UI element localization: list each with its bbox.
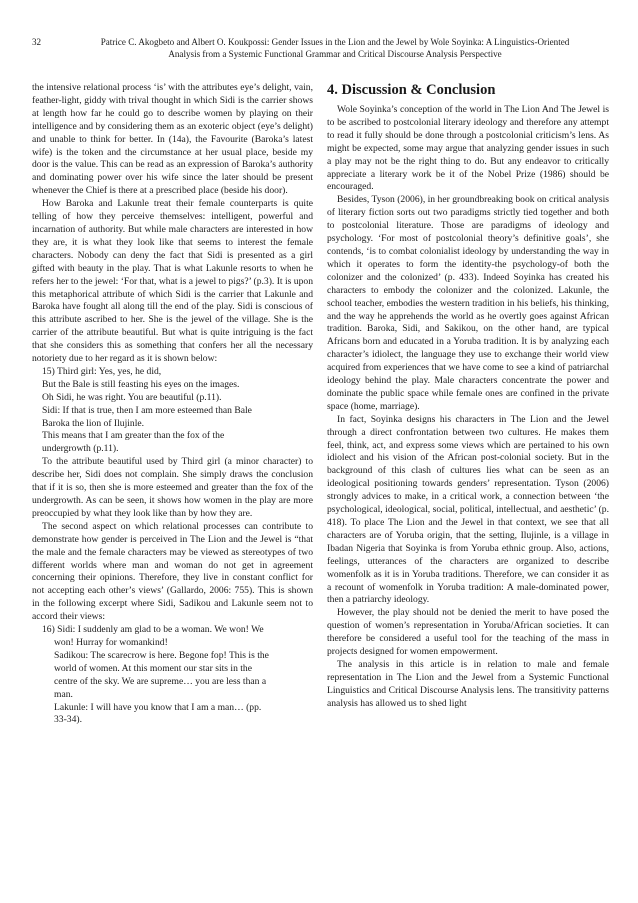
paragraph: To the attribute beautiful used by Third girl (a minor character) to describe her, Sidi does not complain. She simply draws the conclusion that if it is so, then she is more esteemed and greater than the fox of the undergrowth. As can be seen, it shows how women in the play are more preoccupied by what they look like than by how they are.	[32, 456, 313, 519]
paragraph: Wole Soyinka’s conception of the world in The Lion And The Jewel is to be ascribed to postcolonial literary ideology and therefore any attempt to read it fully should be done through a postcolonial criticism’s lens. As might be expected, some may argue that analyzing gender issues in such a play may not be the right thing to do. But any endeavor to critically appreciate a literary work be it of the Nobel Prize (1986) should be encouraged.	[327, 104, 609, 193]
paragraph: However, the play should not be denied the merit to have posed the question of women’s representation in Yoruba/African societies. It can therefore be considered a useful tool for the teaching of the mass in projects designed for women empowerment.	[327, 607, 609, 658]
example-line: Sadikou: The scarecrow is here. Begone fop! This is the	[54, 649, 269, 661]
example-line: Oh Sidi, he was right. You are beautiful (p.11).	[42, 391, 222, 403]
paragraph: The analysis in this article is in relation to male and female representation in The Lion and the Jewel from a Systemic Functional Linguistics and Critical Discourse Analysis lens. The transitivity patterns analysis has allowed us to shed light	[327, 658, 609, 709]
running-head-line-2: Analysis from a Systemic Functional Grammar and Critical Discourse Analysis Perspective	[168, 49, 502, 59]
example-line: Baroka the lion of Ilujinle.	[42, 417, 145, 429]
example-line: won! Hurray for womankind!	[54, 636, 168, 648]
right-column	[327, 82, 609, 711]
example-line: man.	[54, 688, 73, 700]
example-line: Lakunle: I will have you know that I am a man… (pp.	[54, 701, 262, 713]
example-line: undergrowth (p.11).	[42, 443, 119, 455]
paragraph: The second aspect on which relational processes can contribute to demonstrate how gender is perceived in The Lion and the Jewel is “that the male and the female characters may be viewed as stereotypes of two different worlds where man and woman do not get in agreement concerning their opinions. Therefore, they live in constant conflict for not accepting each other’s views’ (Gallardo, 2006: 755). This is shown in the following excerpt where Sidi, Sadikou and Lakunle seem not to accord their views:	[32, 520, 313, 623]
left-column	[32, 82, 313, 727]
example-line: But the Bale is still feasting his eyes on the images.	[42, 378, 240, 390]
paragraph: Besides, Tyson (2006), in her groundbreaking book on critical analysis of literary fiction sorts out two paradigms strictly tied together and both to postcolonial literature. Those are paradigms of ideology and psychology. ‘For most of postcolonial theory’s definitive goals’, she contends, ‘is to combat colonialist ideology by understanding the way in which it operates to form the identity-the psychology-of both the colonizer and the colonized’ (p. 433). Indeed Soyinka has created his characters to embody the colonizer and the colonized. Lakunle, the school teacher, embodies the western tradition in his beliefs, his thinking, and the way he apprehends the world as he overtly goes against African tradition. Baroka, Sidi, and Sakikou, on the other hand, are typical Africans born and educated in a Yoruba tradition. It is by analyzing each character’s idiolect, the language they use to exchange their world view acquired from experiences that we have come to see a kind of patriarchal ideology behind the play. Male characters concentrate the power and dominate the public space while female ones are confined in the private space (home, marriage).	[327, 194, 609, 412]
example-15	[42, 366, 313, 456]
page-number: 32	[32, 37, 42, 47]
example-line: 16) Sidi: I suddenly am glad to be a woman. We won! We	[42, 624, 264, 636]
example-line: world of women. At this moment our star sits in the	[54, 662, 252, 674]
example-line: Sidi: If that is true, then I am more esteemed than Bale	[42, 404, 252, 416]
example-line: This means that I am greater than the fox of the	[42, 430, 225, 442]
running-header	[32, 36, 608, 60]
example-16	[42, 624, 313, 727]
example-line: 15) Third girl: Yes, yes, he did,	[42, 365, 162, 377]
paragraph: In fact, Soyinka designs his characters in The Lion and the Jewel through a direct confrontation between two cultures. He makes them feel, think, act, and express some views which are pertained to his own idiolect and his vision of the African post-colonial society. But in the background of this clash of cultures lies what can be seen as an ideological positioning towards genders’ representation. Tyson (2006) strongly advices to make, in a critical work, a connection between ‘the psychological, ideological, social, political, intellectual, and aesthetic’ (p. 418). To place The Lion and the Jewel in that context, we see that all characters are of Yoruba origin, that the setting, Ilujinle, is a village in Ibadan Nigeria that Soyinka is from Yoruba ethnic group. Also, actions, feelings, utterances of the characters are organized to describe womenfolk as it is in Yoruba traditions. Therefore, we can consider it as a recount of womenfolk in Yoruba tradition: A male-dominated power, then a patriarchy ideology.	[327, 413, 609, 606]
example-line: 33-34).	[54, 714, 82, 726]
paragraph: the intensive relational process ‘is’ with the attributes eye’s delight, vain, feather-light, giddy with trival thought in which Sidi is the carrier shows at length how far he could go to describe women by playing on their intelligence and by considering them as an exoteric object (eye’s delight) and unable to think for better. In (14a), the Favourite (Baroka’s latest wife) is the token and the circumstance at her usual place, beside my door is the value. This can be read as an expression of Baroka’s authority and dominating power over his wife since the later should be present whenever the Chief is there at a prescribed place (beside his door).	[32, 82, 313, 197]
example-line: centre of the sky. We are supreme… you are less than a	[54, 675, 267, 687]
running-head-line-1: Patrice C. Akogbeto and Albert O. Koukpossi: Gender Issues in the Lion and the Jewel by Wole Soyinka: A Linguistics-Oriented	[100, 37, 570, 47]
paragraph: How Baroka and Lakunle treat their female counterparts is quite telling of how they perceive themselves: intelligent, powerful and incarnation of authority. But while male characters are interested in how they are, it is what they look like that seems to interest the female characters. Nobody can deny the fact that Sidi is presented as a girl gifted with beauty in the play. That is what Lakunle resorts to when he refers her to the jewel: ‘For that, what is a jewel to pigs?’ (p.3). It is upon this metaphorical attribute of which Sidi is the carrier that Lakunle and Baroka have fought all along till the end of the play. Sidi is conscious of this attribute ascribed to her. She is the jewel of the village. She is the carrier of the attribute beautiful. But what is quite intriguing is the fact that she considers this as something that confers her all the necessary notoriety due to her regard as it is shown below:	[32, 198, 313, 365]
section-heading: 4. Discussion & Conclusion	[327, 82, 496, 98]
running-head	[62, 36, 608, 60]
